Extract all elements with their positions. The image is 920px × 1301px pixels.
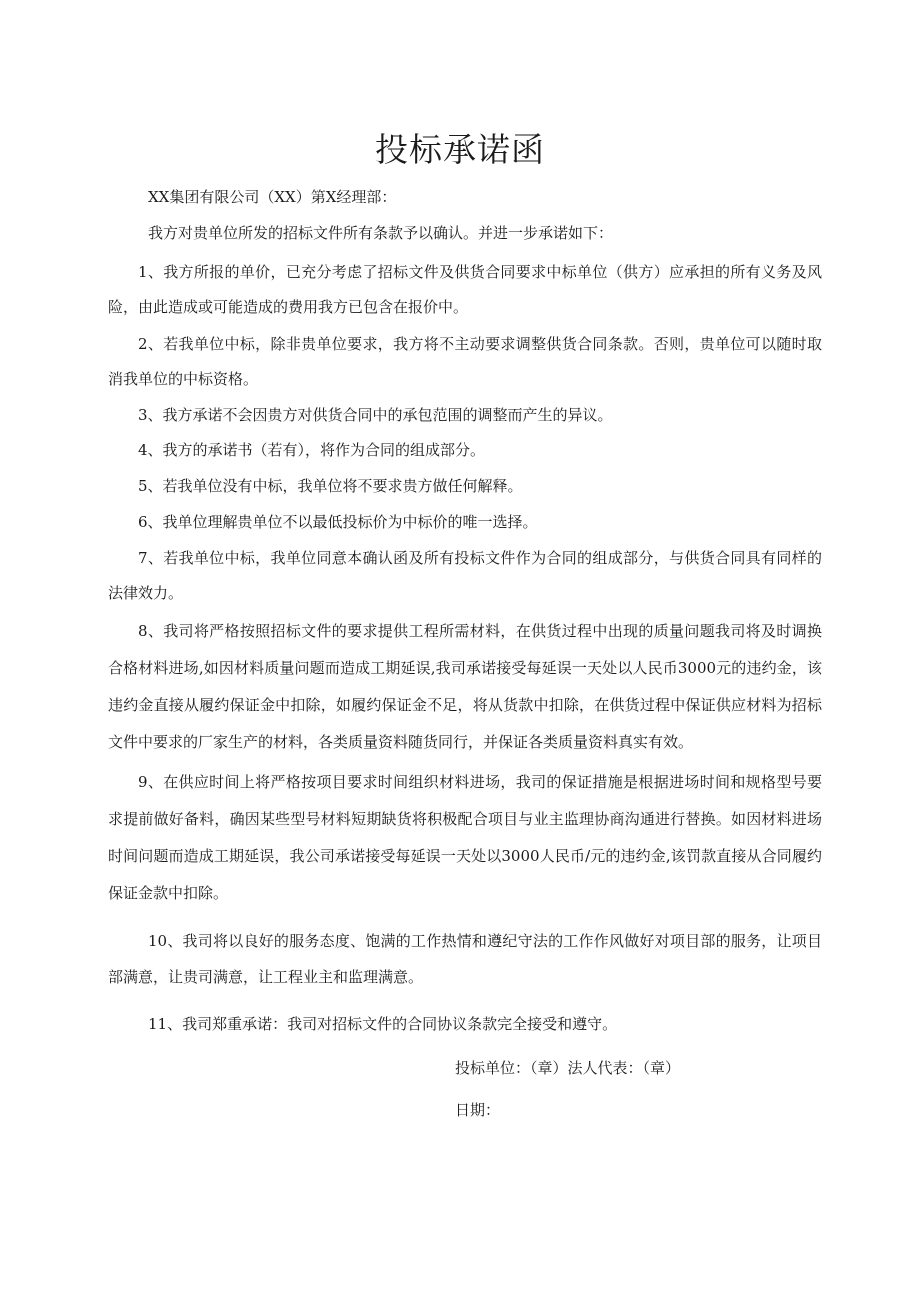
clause-1: 1、我方所报的单价，已充分考虑了招标文件及供货合同要求中标单位（供方）应承担的所有义务及风险，由此造成或可能造成的费用我方已包含在报价中。 [108, 263, 822, 316]
clause-8: 8、我司将严格按照招标文件的要求提供工程所需材料，在供货过程中出现的质量问题我司将及时调换合格材料进场,如因材料质量问题而造成工期延误,我司承诺接受每延误一天处以人民币3000元的违约金，该违约金直接从履约保证金中扣除，如履约保证金不足，将从货款中扣除，在供货过程中保证供应材料为招标文件中要求的厂家生产的材料，各类质量资料随货同行，并保证各类质量资料真实有效。 [108, 622, 822, 751]
clause-11: 11、我司郑重承诺：我司对招标文件的合同协议条款完全接受和遵守。 [148, 1015, 618, 1033]
clause-4: 4、我方的承诺书（若有），将作为合同的组成部分。 [138, 441, 486, 459]
clause-7: 7、若我单位中标，我单位同意本确认函及所有投标文件作为合同的组成部分，与供货合同具有同样的法律效力。 [108, 549, 822, 602]
intro-paragraph: 我方对贵单位所发的招标文件所有条款予以确认。并进一步承诺如下： [148, 224, 614, 242]
addressee-line: XX集团有限公司（XX）第X经理部： [148, 188, 397, 206]
clause-9: 9、在供应时间上将严格按项目要求时间组织材料进场，我司的保证措施是根据进场时间和规格型号要求提前做好备料，确因某些型号材料短期缺货将积极配合项目与业主监理协商沟通进行替换。如因材料进场时间问题而造成工期延误，我公司承诺接受每延误一天处以3000人民币/元的违约金,该罚款直接从合同履约保证金款中扣除。 [108, 773, 822, 902]
date-line: 日期： [455, 1101, 501, 1119]
clause-3: 3、我方承诺不会因贵方对供货合同中的承包范围的调整而产生的异议。 [138, 406, 613, 424]
signature-line: 投标单位：（章）法人代表：（章） [455, 1059, 681, 1077]
clause-5: 5、若我单位没有中标，我单位将不要求贵方做任何解释。 [138, 477, 523, 495]
document-title: 投标承诺函 [375, 130, 545, 169]
clause-2: 2、若我单位中标，除非贵单位要求，我方将不主动要求调整供货合同条款。否则，贵单位可以随时取消我单位的中标资格。 [108, 335, 822, 388]
clause-6: 6、我单位理解贵单位不以最低投标价为中标价的唯一选择。 [138, 513, 538, 531]
clause-10: 10、我司将以良好的服务态度、饱满的工作热情和遵纪守法的工作作风做好对项目部的服务，让项目部满意，让贵司满意，让工程业主和监理满意。 [108, 932, 822, 986]
